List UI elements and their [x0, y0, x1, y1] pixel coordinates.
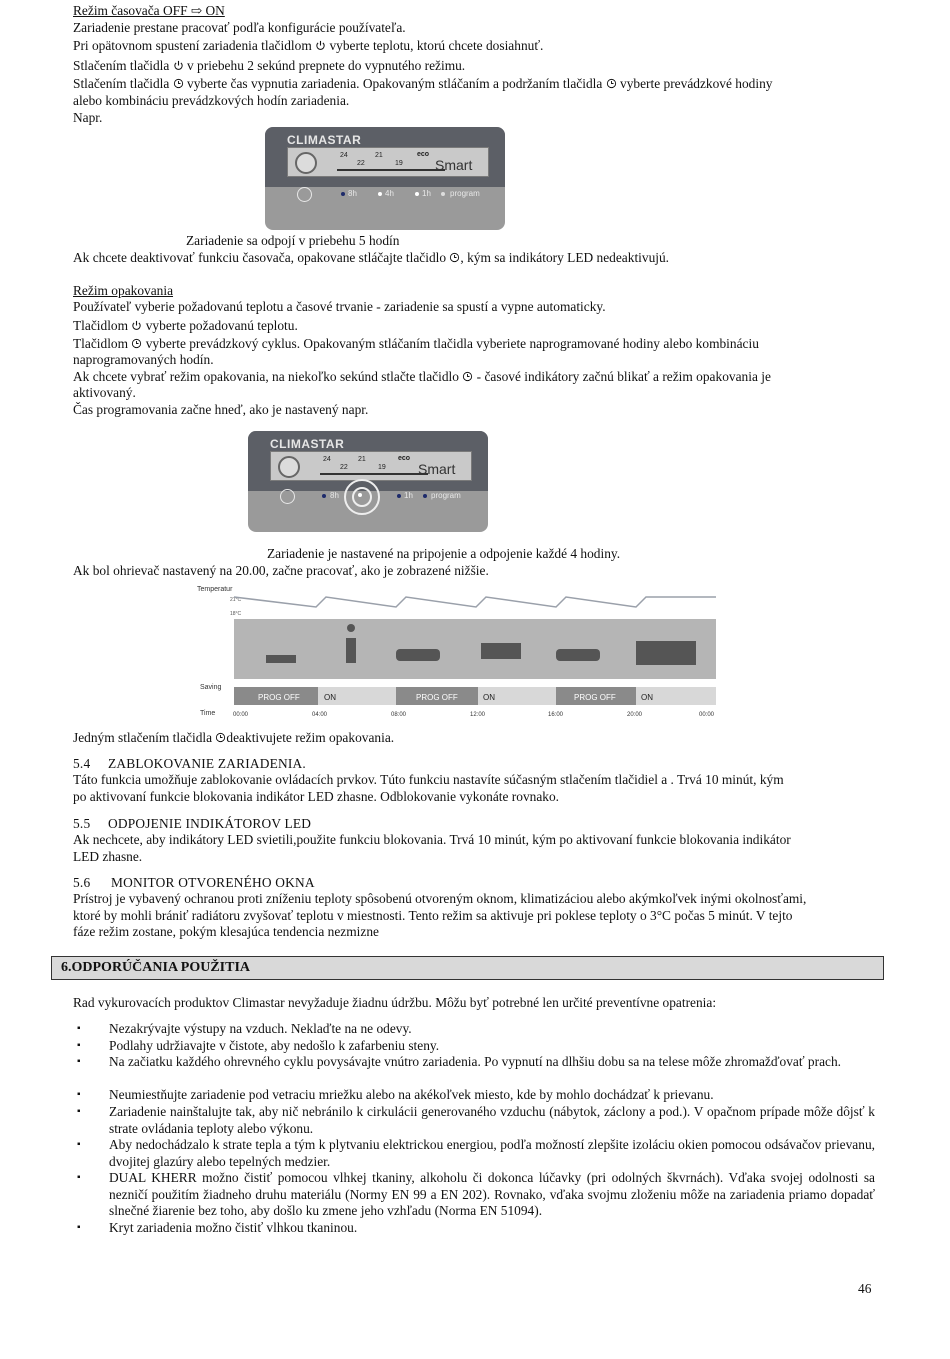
- text-line: ktoré by mohli brániť radiátoru zvyšovať teplotu v miestnosti. Tento režim sa aktivuje pri poklese teploty o 3°C počas 5 minút. V tejto: [73, 908, 793, 923]
- led-label-program: program: [450, 189, 480, 198]
- time-tick: 16:00: [548, 712, 564, 718]
- list-item-text: Na začiatku každého ohrevného cyklu povysávajte vnútro zariadenia. Po vypnutí na dlhšiu dobu sa na telese môže zhromažďovať prach.: [109, 1054, 842, 1069]
- repeat-mode-title: Režim opakovania: [73, 283, 174, 298]
- control-panel-image-1: [265, 127, 505, 230]
- temp-label: 19: [378, 464, 386, 471]
- power-button: [295, 152, 317, 174]
- temp-label: 22: [357, 160, 365, 167]
- bullet-marker: ▪: [77, 1106, 81, 1117]
- bullet-marker: ▪: [77, 1040, 81, 1051]
- eco-label: eco: [417, 151, 430, 158]
- brand-logo: CLIMASTAR: [287, 133, 362, 147]
- text-line: po aktivovaní funkcie blokovania indikátor LED zhasne. Odblokovanie vykonáte rovnako.: [73, 789, 560, 804]
- text-span: Pri opätovnom spustení zariadenia tlačidlom: [73, 38, 316, 53]
- person-icon: [346, 638, 356, 663]
- led-label-1h: 1h: [404, 491, 413, 500]
- bed-icon: [266, 655, 296, 663]
- text-span: Tlačidlom: [73, 318, 132, 333]
- caption: Zariadenie je nastavené na pripojenie a odpojenie každé 4 hodiny.: [267, 546, 621, 561]
- time-tick: 20:00: [627, 712, 643, 718]
- power-icon: [173, 60, 184, 71]
- sofa-icon: [636, 641, 696, 665]
- temp-scale: [320, 473, 428, 475]
- clock-icon: [462, 371, 473, 382]
- text-line: [73, 58, 465, 74]
- text-line: Ak nechcete, aby indikátory LED svietili,použite funkciu blokovania. Trvá 10 minút, kým po aktivovaní funkcie blokovania indikátor: [73, 832, 791, 847]
- segment-label: ON: [483, 693, 495, 702]
- caption: Zariadenie sa odpojí v priebehu 5 hodín: [186, 233, 400, 248]
- power-button: [278, 456, 300, 478]
- text-span: Stlačením tlačidla: [73, 76, 173, 91]
- led-8h: [341, 192, 345, 196]
- section-5-4-title: ZABLOKOVANIE ZARIADENIA.: [108, 756, 306, 771]
- control-panel-image-2: [248, 431, 488, 532]
- shower-icon: [347, 624, 355, 632]
- eco-label: eco: [398, 455, 411, 462]
- time-tick: 00:00: [699, 712, 715, 718]
- text-line: aktivovaný.: [73, 385, 136, 400]
- temp-scale: [337, 169, 445, 171]
- bullet-marker: ▪: [77, 1089, 81, 1100]
- list-item-text: Neumiestňujte zariadenie pod vetraciu mriežku alebo na akékoľvek miesto, kde by mohlo dochádzať k prievanu.: [109, 1087, 714, 1102]
- text-line: [73, 369, 771, 385]
- temp-label: 24: [323, 456, 331, 463]
- text-line: [73, 76, 772, 92]
- temp-low-label: 18°C: [230, 611, 242, 617]
- temp-label: 21: [358, 456, 366, 463]
- clock-icon: [606, 78, 617, 89]
- power-icon: [315, 40, 326, 51]
- temperature-curve: [234, 597, 716, 607]
- power-icon: [131, 320, 142, 331]
- text-span: v priebehu 2 sekúnd prepnete do vypnutého režimu.: [183, 58, 466, 73]
- led-label-program: program: [431, 491, 461, 500]
- section-5-5-title: ODPOJENIE INDIKÁTOROV LED: [108, 816, 312, 831]
- clock-icon: [449, 252, 460, 263]
- timeline-svg: [196, 583, 718, 719]
- text-span: Ak chcete deaktivovať funkciu časovača, opakovane stláčajte tlačidlo: [73, 250, 450, 265]
- text-line: Čas programovania začne hneď, ako je nastavený napr.: [73, 402, 369, 417]
- text-span: vyberte prevádzkový cyklus. Opakovaným stláčaním tlačidla vyberiete naprogramované hodiny alebo kombináciu: [142, 336, 759, 351]
- list-item-text: Podlahy udržiavajte v čistote, aby nedošlo k zafarbeniu steny.: [109, 1038, 440, 1053]
- section-5-6-title: MONITOR OTVORENÉHO OKNA: [111, 875, 315, 890]
- bullet-marker: ▪: [77, 1139, 81, 1150]
- timer-off-on-title: Režim časovača OFF ⇨ ON: [73, 3, 225, 18]
- blink-ring-inner: [352, 487, 372, 507]
- section-6-intro: Rad vykurovacích produktov Climastar nevyžaduje žiadnu údržbu. Môžu byť potrebné len určité preventívne opatrenia:: [73, 995, 717, 1010]
- text-span: vyberte teplotu, ktorú chcete dosiahnuť.: [326, 38, 544, 53]
- segment-label: ON: [324, 693, 336, 702]
- led-1h: [415, 192, 419, 196]
- bullet-marker: ▪: [77, 1172, 81, 1183]
- temp-label: 22: [340, 464, 348, 471]
- text-line: Zariadenie prestane pracovať podľa konfigurácie používateľa.: [73, 20, 406, 35]
- text-span: - časové indikátory začnú blikať a režim opakovania je: [473, 369, 771, 384]
- car-icon: [396, 649, 440, 661]
- section-5-5-num: 5.5: [73, 816, 91, 831]
- text-line: [73, 38, 543, 54]
- car-icon: [556, 649, 600, 661]
- bullet-marker: ▪: [77, 1056, 81, 1067]
- section-5-4-num: 5.4: [73, 756, 91, 771]
- text-line: alebo kombináciu prevádzkových hodín zariadenia.: [73, 93, 350, 108]
- temp-label: 21: [375, 152, 383, 159]
- time-tick: 04:00: [312, 712, 328, 718]
- list-item-text: DUAL KHERR možno čistiť pomocou vlhkej tkaniny, alkoholu či dokonca lúčavky (pri odolných škvrnách). Vďaka svojej odolnosti sa nezničí použitím žiadneho druhu materiálu (Normy EN 99 a EN 202). Rovnako, vďaka svojmu zloženiu môže na zariadenia priamo dopadať slnečné žiarenie bez toho, aby došlo ku zmene jeho vzhľadu (Norma EN 51094).: [109, 1170, 875, 1218]
- led-4h-blinking: [358, 493, 362, 497]
- led-4h: [378, 192, 382, 196]
- text-line: Ak bol ohrievač nastavený na 20.00, začne pracovať, ako je zobrazené nižšie.: [73, 563, 489, 578]
- clock-icon: [173, 78, 184, 89]
- temp-high-label: 21°C: [230, 597, 242, 603]
- temp-label: 24: [340, 152, 348, 159]
- clock-button: [297, 187, 312, 202]
- bullet-marker: ▪: [77, 1023, 81, 1034]
- text-span: vyberte požadovanú teplotu.: [142, 318, 298, 333]
- text-line: Prístroj je vybavený ochranou proti zníženiu teploty spôsobenú otvoreným oknom, klimatizáciou alebo akýmkoľvek inými okolnosťami,: [73, 891, 807, 906]
- clock-button: [280, 489, 295, 504]
- smart-logo: Smart: [418, 461, 456, 477]
- text-span: , kým sa indikátory LED nedeaktivujú.: [460, 250, 670, 265]
- text-line: [73, 318, 298, 334]
- section-6-header: [51, 956, 884, 980]
- text-line: [73, 730, 394, 746]
- led-program: [441, 192, 445, 196]
- section-6-title: 6.ODPORÚČANIA POUŽITIA: [61, 960, 251, 975]
- temp-label: 19: [395, 160, 403, 167]
- text-line: LED zhasne.: [73, 849, 143, 864]
- clock-icon: [131, 338, 142, 349]
- text-span: Ak chcete vybrať režim opakovania, na niekoľko sekúnd stlačte tlačidlo: [73, 369, 463, 384]
- brand-logo: CLIMASTAR: [270, 437, 345, 451]
- time-label: Time: [200, 710, 216, 717]
- temperature-label: Temperatur: [197, 586, 233, 593]
- smart-logo: Smart: [435, 157, 473, 173]
- segment-label: PROG OFF: [574, 693, 616, 702]
- time-tick: 00:00: [233, 712, 249, 718]
- led-1h: [397, 494, 401, 498]
- text-line: [73, 250, 669, 266]
- list-item-text: Aby nedochádzalo k strate tepla a tým k plytvaniu elektrickou energiou, podľa možností zlepšite izoláciu okien pomocou odsávačov prievanu, dvojitej glazúry alebo tepelných medzier.: [109, 1137, 875, 1169]
- clock-icon: [215, 732, 226, 743]
- list-item-text: Zariadenie nainštalujte tak, aby nič nebránilo k cirkulácii generovaného vzduchu (nábytok, záclony a pod.). V opačnom prípade môže dôjsť k strate ovládania teploty alebo výkonu.: [109, 1104, 875, 1136]
- text-span: Stlačením tlačidla: [73, 58, 173, 73]
- bullet-marker: ▪: [77, 1222, 81, 1233]
- list-item-text: Kryt zariadenia možno čistiť vlhkou tkaninou.: [109, 1220, 358, 1235]
- page-number: 46: [858, 1281, 872, 1296]
- segment-label: ON: [641, 693, 653, 702]
- led-program: [423, 494, 427, 498]
- segment-label: PROG OFF: [258, 693, 300, 702]
- text-line: naprogramovaných hodín.: [73, 352, 214, 367]
- time-tick: 08:00: [391, 712, 407, 718]
- text-line: Táto funkcia umožňuje zablokovanie ovládacích prvkov. Túto funkciu nastavíte súčasným stlačením tlačidiel a . Trvá 10 minút, kým: [73, 772, 784, 787]
- saving-label: Saving: [200, 684, 222, 691]
- section-5-6-num: 5.6: [73, 875, 91, 890]
- text-line: fáze režim zostane, pokým klesajúca tendencia nezmizne: [73, 924, 379, 939]
- led-8h: [322, 494, 326, 498]
- segment-label: PROG OFF: [416, 693, 458, 702]
- list-item-text: Nezakrývajte výstupy na vzduch. Neklaďte na ne odevy.: [109, 1021, 412, 1036]
- text-line: [73, 336, 759, 352]
- led-label-4h: 4h: [385, 189, 394, 198]
- table-icon: [481, 643, 521, 659]
- timeline-diagram: [196, 583, 718, 719]
- text-span: vyberte prevádzkové hodiny: [616, 76, 773, 91]
- text-span: deaktivujete režim opakovania.: [226, 730, 395, 745]
- text-span: vyberte čas vypnutia zariadenia. Opakovaným stláčaním a podržaním tlačidla: [183, 76, 606, 91]
- text-span: Tlačidlom: [73, 336, 132, 351]
- time-tick: 12:00: [470, 712, 486, 718]
- led-label-8h: 8h: [348, 189, 357, 198]
- text-line: Používateľ vyberie požadovanú teplotu a časové trvanie - zariadenie sa spustí a vypne automaticky.: [73, 299, 606, 314]
- text-line: Napr.: [73, 110, 103, 125]
- led-label-1h: 1h: [422, 189, 431, 198]
- led-label-8h: 8h: [330, 491, 339, 500]
- text-span: Jedným stlačením tlačidla: [73, 730, 216, 745]
